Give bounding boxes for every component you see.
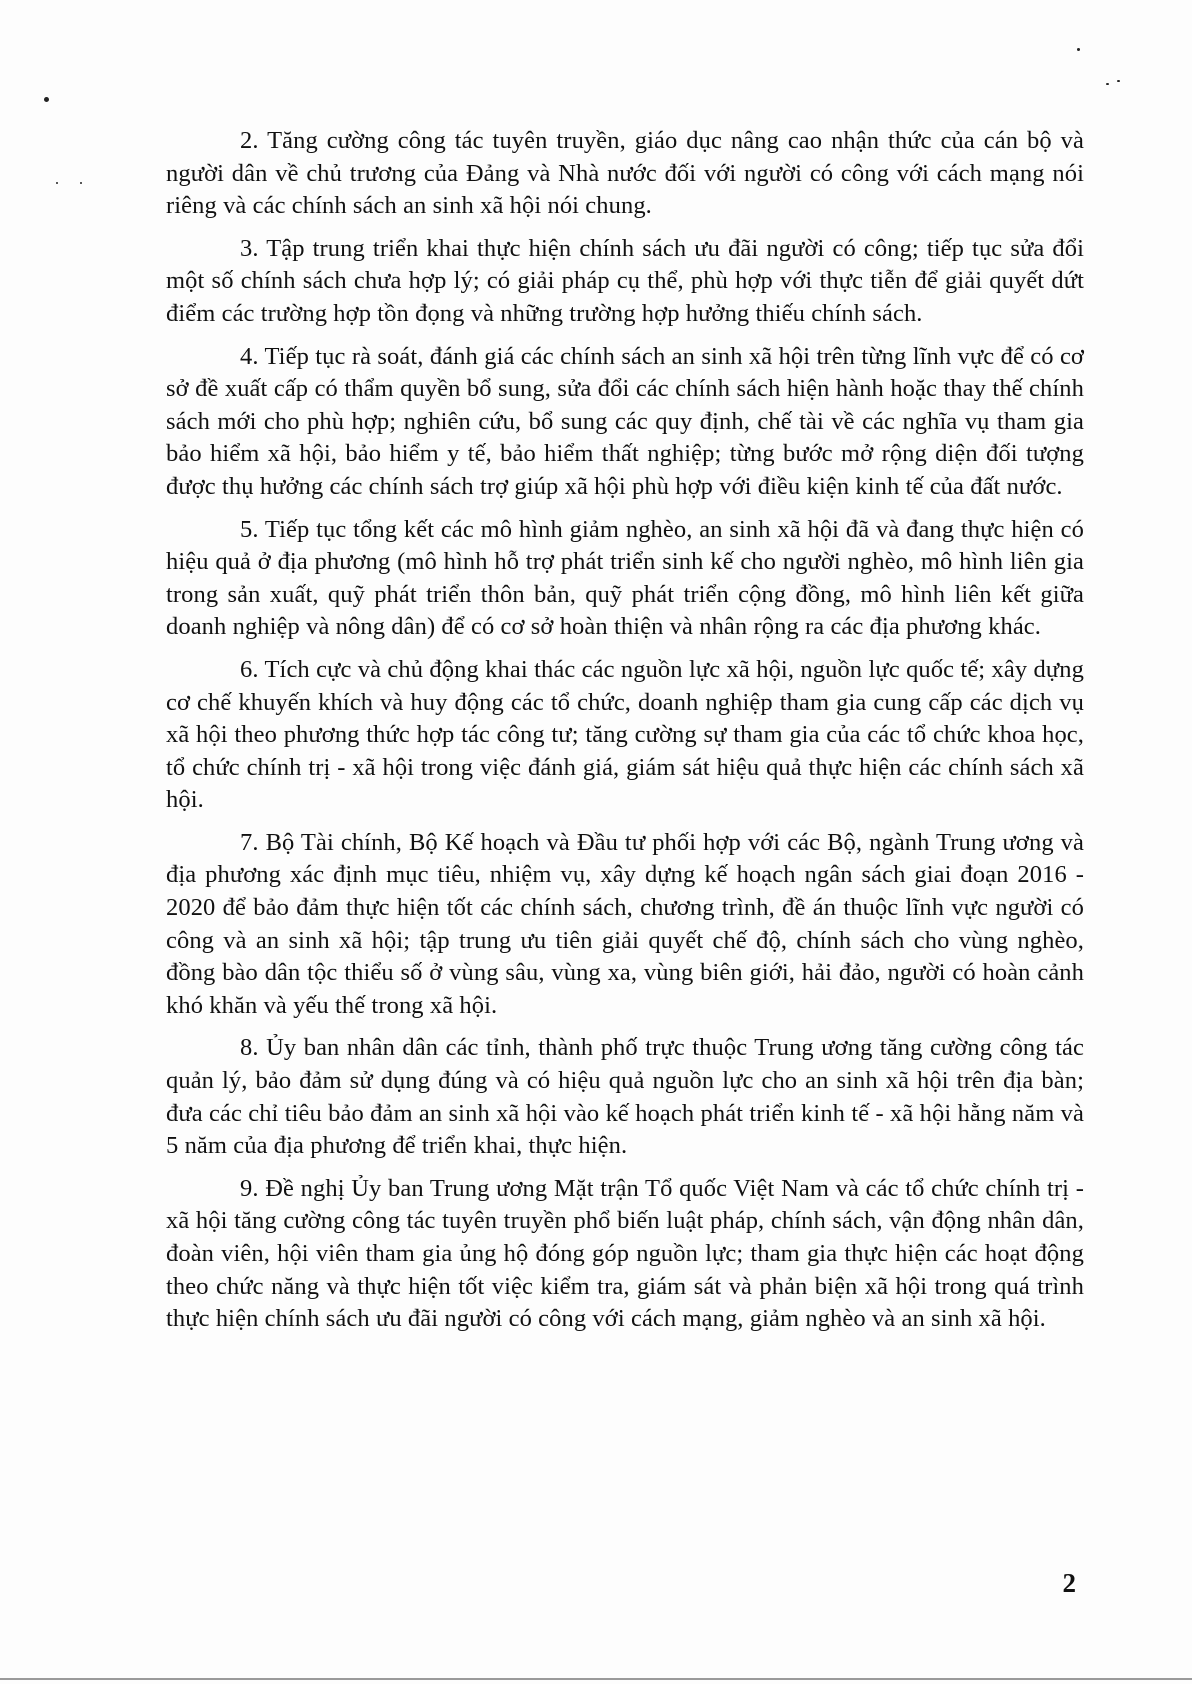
paragraph-item-5: 5. Tiếp tục tổng kết các mô hình giảm nghèo, an sinh xã hội đã và đang thực hiện có hiệu quả ở địa phương (mô hình hỗ trợ phát triển sinh kế cho người nghèo, mô hình liên gia trong sản xuất, quỹ phát triển thôn bản, quỹ phát triển cộng đồng, mô hình liên kết giữa doanh nghiệp và nông dân) để có cơ sở hoàn thiện và nhân rộng ra các địa phương khác. — [166, 515, 1084, 641]
scan-bottom-edge — [0, 1678, 1192, 1680]
scan-speck — [1117, 80, 1120, 82]
paragraph-item-8: 8. Ủy ban nhân dân các tỉnh, thành phố trực thuộc Trung ương tăng cường công tác quản lý, bảo đảm sử dụng đúng và có hiệu quả nguồn lực cho an sinh xã hội trên địa bàn; đưa các chỉ tiêu bảo đảm an sinh xã hội vào kế hoạch phát triển kinh tế - xã hội hằng năm và 5 năm của địa phương để triển khai, thực hiện. — [166, 1034, 1084, 1160]
scan-speck — [56, 182, 58, 184]
page-number: 2 — [1062, 1568, 1076, 1598]
paragraph-item-7: 7. Bộ Tài chính, Bộ Kế hoạch và Đầu tư phối hợp với các Bộ, ngành Trung ương và địa phương xác định mục tiêu, nhiệm vụ, xây dựng kế hoạch ngân sách giai đoạn 2016 - 2020 để bảo đảm thực hiện tốt các chính sách, chương trình, đề án thuộc lĩnh vực người có công và an sinh xã hội; tập trung ưu tiên giải quyết chế độ, chính sách cho vùng nghèo, đồng bào dân tộc thiểu số ở vùng sâu, vùng xa, vùng biên giới, hải đảo, người có hoàn cảnh khó khăn và yếu thế trong xã hội. — [166, 828, 1084, 1019]
paragraph-item-3: 3. Tập trung triển khai thực hiện chính sách ưu đãi người có công; tiếp tục sửa đổi một số chính sách chưa hợp lý; có giải pháp cụ thể, phù hợp với thực tiễn để giải quyết dứt điểm các trường hợp tồn đọng và những trường hợp hưởng thiếu chính sách. — [166, 234, 1084, 327]
paragraph-item-2: 2. Tăng cường công tác tuyên truyền, giáo dục nâng cao nhận thức của cán bộ và người dân về chủ trương của Đảng và Nhà nước đối với người có công với cách mạng nói riêng và các chính sách an sinh xã hội nói chung. — [166, 127, 1084, 220]
document-body — [166, 125, 1084, 1346]
scan-speck — [44, 97, 49, 102]
paragraph-item-4: 4. Tiếp tục rà soát, đánh giá các chính sách an sinh xã hội trên từng lĩnh vực để có cơ sở đề xuất cấp có thẩm quyền bổ sung, sửa đổi các chính sách hiện hành hoặc thay thế chính sách mới cho phù hợp; nghiên cứu, bổ sung các quy định, chế tài về các nghĩa vụ tham gia bảo hiểm xã hội, bảo hiểm y tế, bảo hiểm thất nghiệp; từng bước mở rộng diện đối tượng được thụ hưởng các chính sách trợ giúp xã hội phù hợp với điều kiện kinh tế của đất nước. — [166, 342, 1084, 500]
paragraph-item-6: 6. Tích cực và chủ động khai thác các nguồn lực xã hội, nguồn lực quốc tế; xây dựng cơ chế khuyến khích và huy động các tổ chức, doanh nghiệp tham gia cung cấp các dịch vụ xã hội theo phương thức hợp tác công tư; tăng cường sự tham gia của các tổ chức khoa học, tổ chức chính trị - xã hội trong việc đánh giá, giám sát hiệu quả thực hiện các chính sách xã hội. — [166, 655, 1084, 814]
paragraph-item-9: 9. Đề nghị Ủy ban Trung ương Mặt trận Tổ quốc Việt Nam và các tổ chức chính trị - xã hội tăng cường công tác tuyên truyền phổ biến luật pháp, chính sách, vận động nhân dân, đoàn viên, hội viên tham gia ủng hộ đóng góp nguồn lực; tham gia thực hiện các hoạt động theo chức năng và thực hiện tốt việc kiểm tra, giám sát và phản biện xã hội trong quá trình thực hiện chính sách ưu đãi người có công với cách mạng, giảm nghèo và an sinh xã hội. — [166, 1174, 1084, 1333]
scan-speck — [1106, 83, 1109, 85]
scan-speck — [80, 182, 82, 184]
scan-speck — [1077, 48, 1080, 51]
